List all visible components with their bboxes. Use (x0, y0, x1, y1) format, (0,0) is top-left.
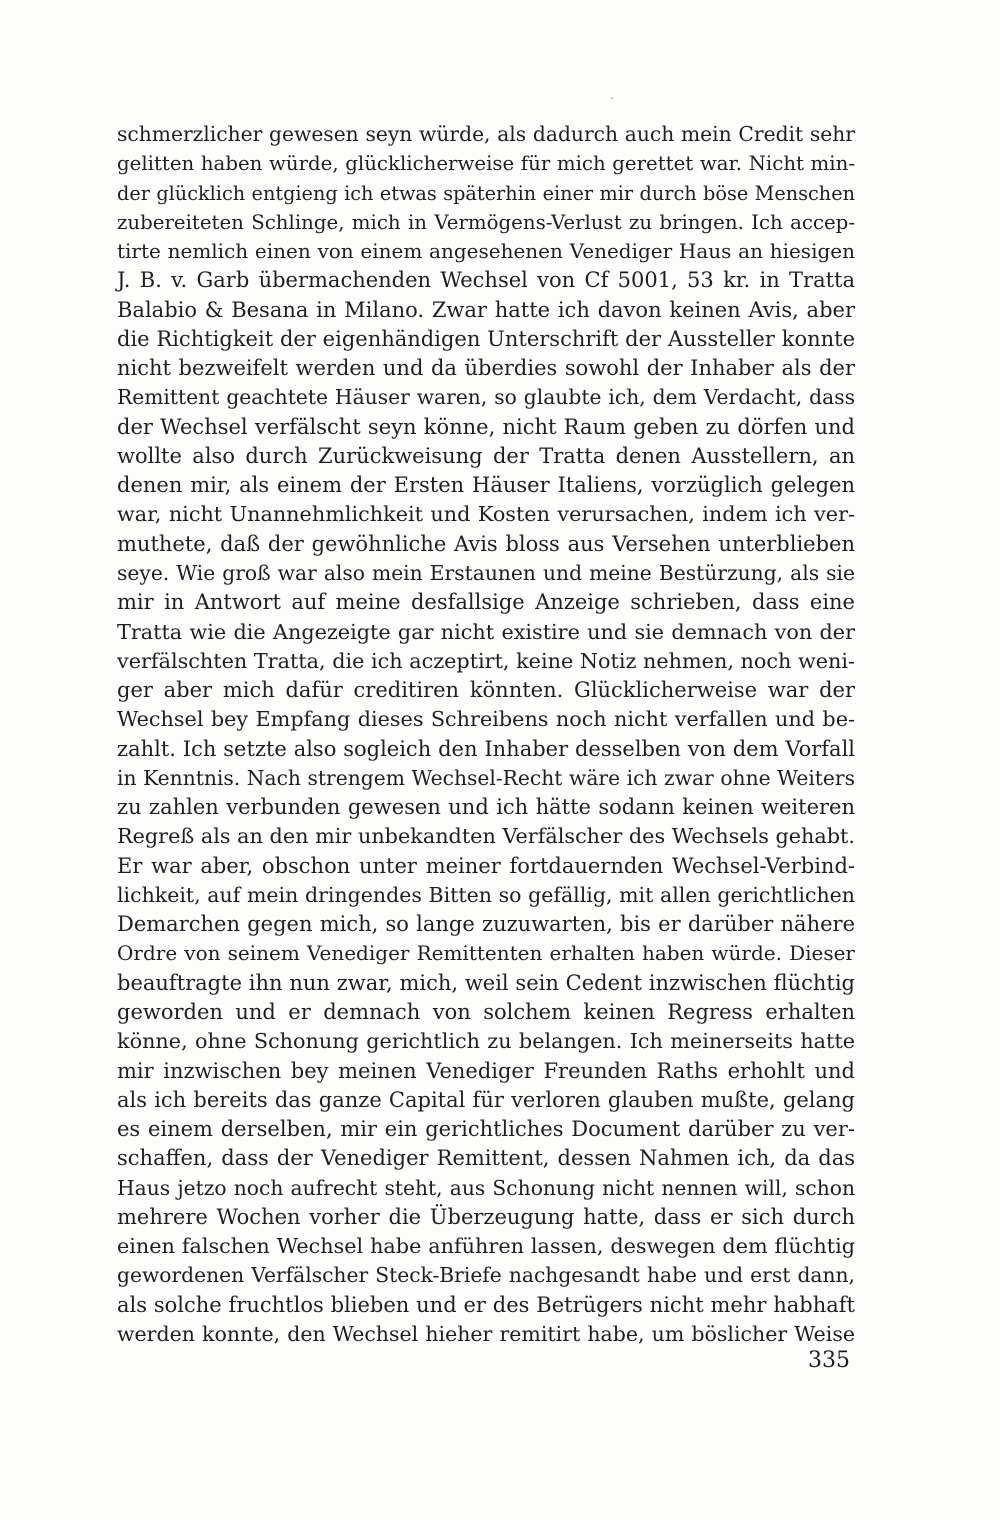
text-line: ger aber mich dafür creditiren könnten. Glücklicherweise war der (117, 678, 855, 703)
text-line: Demarchen gegen mich, so lange zuzuwarten, bis er darüber nähere (117, 912, 855, 937)
text-line: Wechsel bey Empfang dieses Schreibens noch nicht verfallen und be- (117, 707, 855, 732)
body-text (117, 120, 855, 1349)
text-line: beauftragte ihn nun zwar, mich, weil sein Cedent inzwischen flüchtig (117, 970, 855, 995)
text-line: lichkeit, auf mein dringendes Bitten so gefällig, mit allen gerichtlichen (117, 882, 855, 907)
text-line: Haus jetzo noch aufrecht steht, aus Schonung nicht nennen will, schon (117, 1175, 855, 1200)
text-line: wollte also durch Zurückweisung der Tratta denen Ausstellern, an (117, 443, 855, 468)
text-line: es einem derselben, mir ein gerichtliches Document darüber zu ver- (117, 1117, 855, 1142)
text-line: werden konnte, den Wechsel hieher remitirt habe, um böslicher Weise (117, 1321, 855, 1346)
text-line: Tratta wie die Angezeigte gar nicht existire und sie demnach von der (117, 619, 855, 644)
text-line: schmerzlicher gewesen seyn würde, als dadurch auch mein Credit sehr (117, 122, 855, 146)
text-line: zu zahlen verbunden gewesen und ich hätte sodann keinen weiteren (117, 795, 855, 820)
paper-speck (611, 97, 613, 99)
text-line: zubereiteten Schlinge, mich in Vermögens-Verlust zu bringen. Ich accep- (117, 210, 855, 234)
text-line: war, nicht Unannehmlichkeit und Kosten verursachen, indem ich ver- (117, 502, 855, 527)
text-line: Balabio & Besana in Milano. Zwar hatte ich davon keinen Avis, aber (117, 297, 855, 322)
text-line: zahlt. Ich setzte also sogleich den Inhaber desselben von dem Vorfall (117, 736, 855, 761)
text-line: die Richtigkeit der eigenhändigen Unterschrift der Aussteller konnte (117, 326, 855, 351)
text-line: mehrere Wochen vorher die Überzeugung hatte, dass er sich durch (117, 1204, 855, 1229)
text-line: gelitten haben würde, glücklicherweise für mich gerettet war. Nicht min- (117, 152, 855, 176)
text-line: Er war aber, obschon unter meiner fortdauernden Wechsel-Verbind- (117, 853, 855, 878)
text-line: nicht bezweifelt werden und da überdies sowohl der Inhaber als der (117, 356, 855, 381)
text-line: als ich bereits das ganze Capital für verloren glauben mußte, gelang (117, 1087, 855, 1112)
text-line: seye. Wie groß war also mein Erstaunen und meine Bestürzung, als sie (117, 560, 855, 585)
text-line: der Wechsel verfälscht seyn könne, nicht Raum geben zu dörfen und (117, 414, 855, 439)
text-line: verfälschten Tratta, die ich aczeptirt, keine Notiz nehmen, noch weni- (117, 648, 856, 673)
text-line: Ordre von seinem Venediger Remittenten erhalten haben würde. Dieser (117, 941, 855, 966)
text-line: tirte nemlich einen von einem angesehenen Venediger Haus an hiesigen (117, 239, 855, 264)
text-line: J. B. v. Garb übermachenden Wechsel von Cf 5001, 53 kr. in Tratta (117, 268, 855, 293)
text-line: einen falschen Wechsel habe anführen lassen, deswegen dem flüchtig (117, 1234, 855, 1259)
text-line: mir inzwischen bey meinen Venediger Freunden Raths erhohlt und (117, 1058, 855, 1083)
text-line: Remittent geachtete Häuser waren, so glaubte ich, dem Verdacht, dass (117, 385, 855, 410)
text-line: der glücklich entgieng ich etwas späterhin einer mir durch böse Menschen (117, 181, 855, 205)
page-number: 335 (808, 1348, 850, 1373)
text-line: in Kenntnis. Nach strengem Wechsel-Recht wäre ich zwar ohne Weiters (117, 765, 855, 790)
text-line: als solche fruchtlos blieben und er des Betrügers nicht mehr habhaft (117, 1292, 855, 1317)
text-line: gewordenen Verfälscher Steck-Briefe nachgesandt habe und erst dann, (117, 1263, 855, 1288)
text-line: könne, ohne Schonung gerichtlich zu belangen. Ich meinerseits hatte (117, 1029, 855, 1054)
text-line: denen mir, als einem der Ersten Häuser Italiens, vorzüglich gelegen (117, 473, 855, 498)
text-line: mir in Antwort auf meine desfallsige Anzeige schrieben, dass eine (117, 590, 855, 615)
text-line: geworden und er demnach von solchem keinen Regress erhalten (117, 999, 855, 1024)
text-line: muthete, daß der gewöhnliche Avis bloss aus Versehen unterblieben (117, 531, 855, 556)
text-line: Regreß als an den mir unbekandten Verfälscher des Wechsels gehabt. (117, 824, 855, 849)
text-line: schaffen, dass der Venediger Remittent, dessen Nahmen ich, da das (117, 1146, 855, 1171)
